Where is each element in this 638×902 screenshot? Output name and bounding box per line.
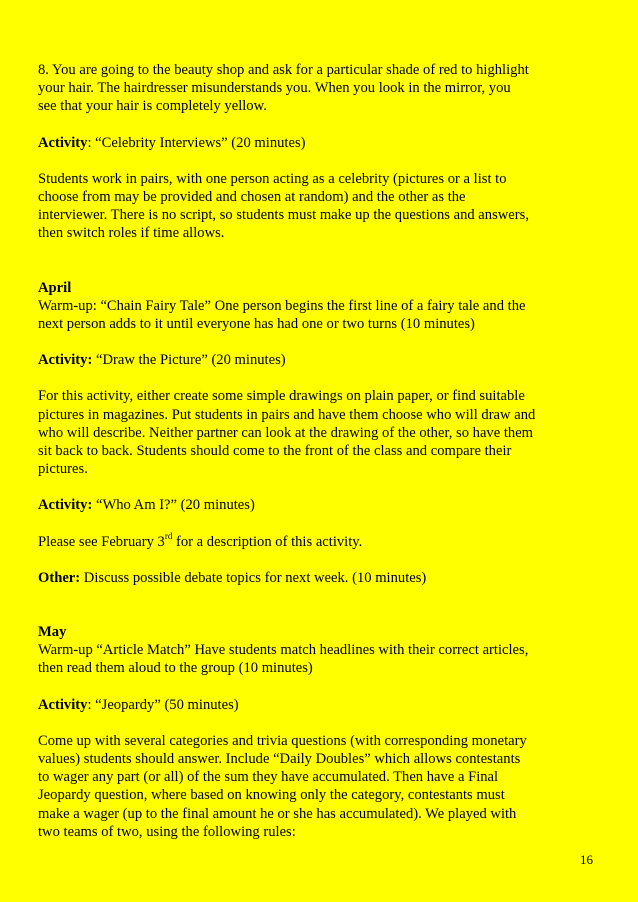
jeopardy-activity-title (38, 696, 566, 714)
text-line: your hair. The hairdresser misunderstands you. When you look in the mirror, you (38, 80, 511, 97)
text-line: sit back to back. Students should come to the front of the class and compare their (38, 443, 512, 460)
text-line: two teams of two, using the following rules: (38, 823, 296, 840)
draw-description (38, 387, 566, 478)
text-line: pictures in magazines. Put students in pairs and have them choose who will draw and (38, 406, 536, 423)
activity-label: Activity: (38, 497, 93, 514)
text-run: for a description of this activity. (172, 533, 363, 550)
section-spacer (38, 605, 566, 623)
see-reference-line (38, 530, 566, 551)
intro-paragraph (38, 61, 566, 116)
other-line (38, 569, 566, 587)
jeopardy-description (38, 732, 566, 841)
draw-activity-title (38, 351, 566, 369)
text-line: who will describe. Neither partner can look at the drawing of the other, so have them (38, 424, 534, 441)
may-section-intro (38, 623, 566, 678)
text-line: Warm-up “Article Match” Have students match headlines with their correct articles, (38, 642, 529, 659)
text-line: next person adds to it until everyone has had one or two turns (10 minutes) (38, 316, 475, 333)
text-line: choose from may be provided and chosen at random) and the other as the (38, 189, 466, 206)
document-body (38, 61, 566, 859)
section-spacer (38, 261, 566, 279)
text-line: Students work in pairs, with one person acting as a celebrity (pictures or a list to (38, 170, 507, 187)
other-label: Other: (38, 569, 81, 586)
text-line: then switch roles if time allows. (38, 225, 225, 242)
activity-label: Activity: (38, 352, 93, 369)
text-line: make a wager (up to the final amount he or she has accumulated). We played with (38, 805, 517, 822)
text-line: values) students should answer. Include “Daily Doubles” which allows contestants (38, 751, 521, 768)
text-line: see that your hair is completely yellow. (38, 98, 267, 115)
celebrity-description (38, 170, 566, 243)
text-line: 8. You are going to the beauty shop and ask for a particular shade of red to highlight (38, 62, 529, 78)
activity-title: “Who Am I?” (20 minutes) (92, 497, 255, 514)
april-heading: April (38, 279, 72, 296)
activity-label: Activity (38, 696, 88, 713)
activity-label: Activity (38, 134, 88, 151)
text-run: Please see February 3 (38, 533, 165, 550)
text-line: then read them aloud to the group (10 minutes) (38, 660, 313, 677)
activity-title: : “Jeopardy” (50 minutes) (87, 696, 239, 713)
text-line: pictures. (38, 461, 88, 478)
text-line: Jeopardy question, where based on knowing only the category, contestants must (38, 787, 505, 804)
page-number: 16 (580, 852, 593, 867)
who-am-i-activity-title (38, 496, 566, 514)
celebrity-activity-title (38, 134, 566, 152)
text-line: Warm-up: “Chain Fairy Tale” One person begins the first line of a fairy tale and the (38, 297, 526, 314)
other-text: Discuss possible debate topics for next week. (10 minutes) (80, 569, 427, 586)
activity-title: “Draw the Picture” (20 minutes) (92, 352, 286, 369)
april-section-intro (38, 279, 566, 334)
may-heading: May (38, 624, 67, 641)
text-line: Come up with several categories and trivia questions (with corresponding monetary (38, 732, 527, 749)
text-line: to wager any part (or all) of the sum they have accumulated. Then have a Final (38, 769, 499, 786)
text-line: For this activity, either create some simple drawings on plain paper, or find suitable (38, 388, 525, 405)
text-line: interviewer. There is no script, so students must make up the questions and answers, (38, 207, 529, 224)
activity-title: : “Celebrity Interviews” (20 minutes) (87, 134, 306, 151)
ordinal-superscript: rd (164, 530, 173, 541)
